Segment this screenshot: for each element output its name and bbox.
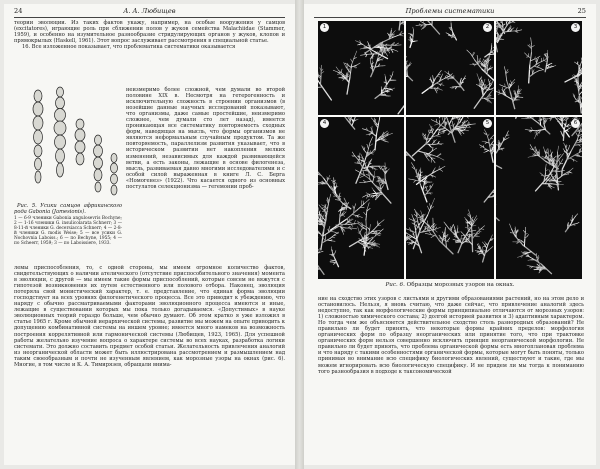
paragraph: 16. Все изложенное показывает, что проблематика систематики оказывается [22,44,236,51]
paragraph: неизмеримо более сложной, чем думали во второй половине XIX в. Несмотря на гетерогенность и исключительную сложность в строении организмов (в нозейшие данные научных исследований показывают, что организмы, даже самые простейшие, неизмеримо сложнее, чем думали сто лет назад), имеется проникающая все систематику повторяемость сходных форм, наводящая на мысль, что формы организмов не являются неформальным случайным продуктом. Та же повторяемость, параллелизм развития указывает, что в историческом развитии нет накопления мелких изменений, независимых для каждой развивающейся ветви, а есть законы, лежащие в основе филогенеза, мысль, развиваемая давно многими исследователями и с особой силой выраженная в книге Л. С. Берга «Номогенез» (1922). Что касается одного из основных постулатов селекционизма — гегемонии проб- [126,87,285,190]
figure-6-text: Образцы морозных узоров на окнах. [406,282,515,288]
left-running-head [14,6,285,18]
antenna-3 [75,119,85,165]
figure-5-caption [14,204,122,246]
figure-6-caption [318,282,582,288]
right-page [304,4,596,465]
paragraph: ние на сходство этих узоров с листьями и другими образованиями растений, но на этом дело и остановилось. Нельзя, я вновь считаю, что даже сейчас, что привлечение аналогий здесь недоступно, так как морфологические формы принципиально отличаются от морозных узоров: 1) сложностью химического состава; 2) долгой историей развития и 3) адаптивным характером. Но тогда чем же объясняется действительное сходство столь разнородных образований? Не правильно ли будет принять, что некоторые формы крайних пределов: морфология органических форм по образцу неорганических или принятие того, что при трактовке органических форм нельзя совершенно исключить принцип неорганической морфологии. Не правильно ли будет принять, что проблема органической формы есть многоплановая проблема и что наряду с такими особенностями органической формы, которые могут быть поняты, только принимая во внимание всю специфику биологических явлений, существуют и такие, где мы можем игнорировать всю биологическую специфику. И не придем ли мы тогда к пониманию того разнообразия в подходе к таксономической [318,296,584,375]
figure-6-label: Рис. 6. [385,282,405,288]
frost-panel-3 [496,21,582,115]
antenna-drawings [20,84,120,202]
top-text-block [14,20,285,50]
right-column-text [126,87,285,190]
running-head-title: А. А. Любищев [123,7,176,15]
frost-panel-5 [406,117,494,279]
right-page-text [318,296,584,375]
paragraph: теории эволюции. Из таких фактов укажу, например, на особые вооружения у самцов (excitatores), играющие роль при сближении полов у жуков семейства Malachiidae (Stammer, 1959), и особенно на изумительное разнообразие стридулирующих органов у жуков, клопов и прямокрылых (Haskell, 1961). Этот вопрос заслуживает рассмотрения в специальной статье. [14,20,285,45]
panel-number: 2 [483,23,492,32]
page-number: 25 [577,7,586,15]
right-running-head [314,6,586,18]
antenna-2 [54,87,66,177]
panel-number: 3 [571,23,580,32]
paragraph: лемы приспособления, то, с одной стороны, мы имеем огромное количество фактов, свидетельствующих о наличии ателического (отсутствие приспособительного значения) момента в эволюции, с другой — мы имеем такие формы приспособлений, которые совсем не вяжутся с гипотезой возникновения их путем естественного или полового отбора. Наконец, эволюция потеряла свой монистический характер, т. е. представление, что единая форма эволюции господствует на всех уровнях филогенетического процесса. Все это приводит к убеждению, что наряду с обычно рассматриваемыми факторами эволюционного процесса имеются и иные, лежащие в существовании которых мы пока только догадываемся. «Допустимых» в науке эволюционных теорий гораздо больше, чем обычно думают. Об этом кратко я уже изложил в статье 1965 г. Кроме обычной иерархической системы, развитие мы можем на опыте приводить к допущению комбинативной системы на иншем уровне; имеется много намеков на возможность построения коррелятивной или гармонической системы (Любищев, 1923, 1965). Для успешной работы желательно изучение вопроса о характере системы во всех науках, разработка логики системати. Это должно составить предмет особой статьи. Желательность привлечения аналогий из неорганической области может быть иллюстрирована рассмотрением и размышлением над таким своеобразным и почти не изученным явлением, как морозные узоры на окнах (рис. 6). Многие, в том числе и К. А. Тимирязев, обращали внима- [14,265,285,368]
running-head-title: Проблемы систематики [405,7,495,15]
figure-5-title: Рис. 5. Усики самцов африканского рода Gabonia (Jamesionis). [14,203,122,215]
book-gutter [295,0,304,469]
panel-number: 6 [571,119,580,128]
left-page [4,4,295,465]
frost-panel-4 [318,117,404,279]
frost-panel-2 [406,21,494,115]
panel-number: 5 [483,119,492,128]
panel-number: 4 [320,119,329,128]
figure-6-plate [318,21,582,279]
panel-number: 1 [320,23,329,32]
figure-5-legend: 1 — 6-9 членики Gabonia angulosevris Bochyne; 2 — 1-16 членики G. insulicolarata Schnerr; 3 — 8-11-й членики G. decersiacca Schnerr; 4 — 2-8-й членики G. modis Weise; 5 — все усики G. Nochovnia Laboiss.; 6 — по Bechyne, 1955; 4 — по Scheerr, 1959; 3 — по Laboissiere, 1933. [14,216,122,246]
antenna-5 [111,154,118,196]
antenna-1 [33,90,43,183]
frost-panel-1 [318,21,404,115]
bottom-text-block [14,265,285,368]
page-number: 24 [14,7,23,15]
frost-panel-6 [496,117,582,279]
antenna-4 [94,135,103,192]
